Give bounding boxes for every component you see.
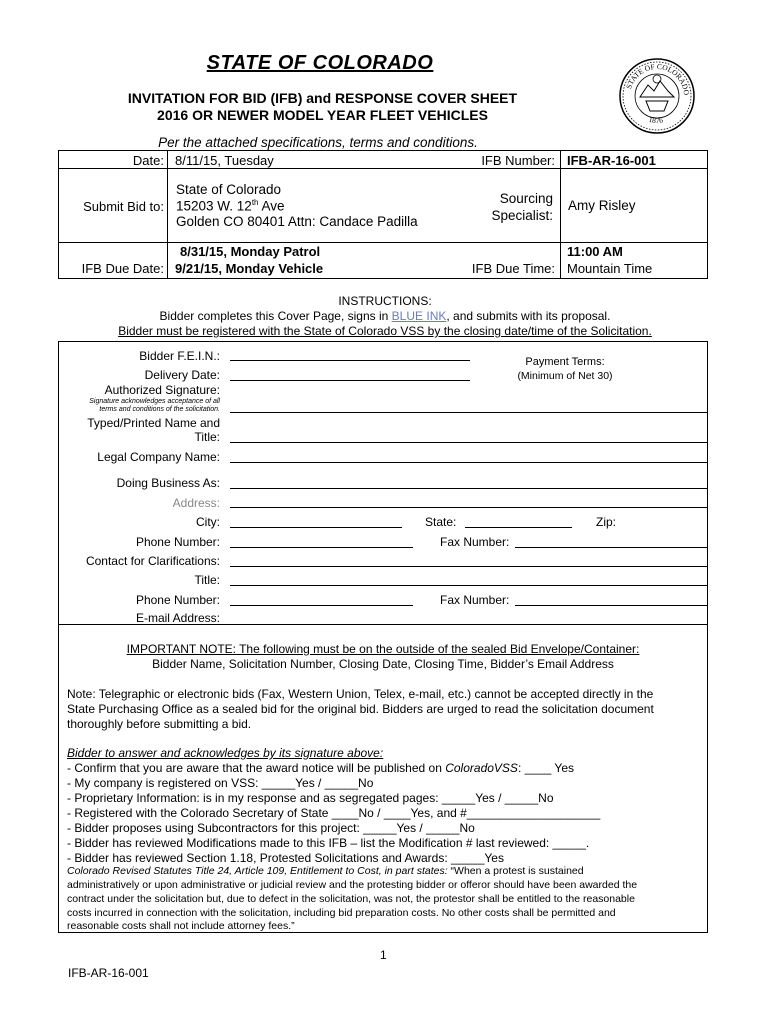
submit-address-line2: 15203 W. 12th Ave xyxy=(176,198,285,214)
typed-name-input[interactable] xyxy=(230,442,708,443)
delivery-date-label: Delivery Date: xyxy=(144,368,220,382)
ack-proprietary: - Proprietary Information: is in my response and as segregated pages: _____Yes / _____No xyxy=(67,791,554,805)
ack-modifications: - Bidder has reviewed Modifications made to this IFB – list the Modification # last reviewed: _____. xyxy=(67,836,590,850)
ifb-number-value: IFB-AR-16-001 xyxy=(567,153,656,168)
fax-input[interactable] xyxy=(515,547,708,548)
zip-label: Zip: xyxy=(596,515,617,529)
contact-input[interactable] xyxy=(230,566,708,567)
svg-text:1876 xyxy=(648,115,664,125)
ack-subcontractors: - Bidder proposes using Subcontractors for this project: _____Yes / _____No xyxy=(67,821,475,835)
date-label: Date: xyxy=(132,153,164,168)
submit-address-line1: State of Colorado xyxy=(176,182,282,197)
ack-protests: - Bidder has reviewed Section 1.18, Protested Solicitations and Awards: _____Yes xyxy=(67,851,504,865)
state-seal-icon xyxy=(618,57,696,135)
ack-vss-registered: - My company is registered on VSS: _____Yes / _____No xyxy=(67,776,374,790)
phone-input[interactable] xyxy=(230,547,413,548)
statute-line3: contract under the solicitation but, due to defect in the solicitation, was not, the protestor shall be entitled to the reasonable xyxy=(67,893,635,905)
typed-name-label: Typed/Printed Name and xyxy=(87,416,220,430)
statute-line5: reasonable costs shall not include attorney fees.” xyxy=(67,920,295,932)
typed-title-label: Title: xyxy=(194,430,220,444)
contact-fax-label: Fax Number: xyxy=(440,593,510,607)
due-date-line1: 8/31/15, Monday Patrol xyxy=(180,244,321,259)
due-date-label: IFB Due Date: xyxy=(81,261,164,276)
due-time-line1: 11:00 AM xyxy=(567,244,623,259)
sourcing-specialist-value: Amy Risley xyxy=(568,198,636,213)
ack-vss-notice: - Confirm that you are aware that the award notice will be published on ColoradoVSS: ____ Yes xyxy=(67,761,574,775)
statute-line1: Colorado Revised Statutes Title 24, Article 109, Entitlement to Cost, in part states: “When a protest is sustained xyxy=(67,865,584,877)
email-label: E-mail Address: xyxy=(135,611,220,625)
form-title: INVITATION FOR BID (IFB) and RESPONSE COVER SHEET xyxy=(127,90,518,106)
fax-label: Fax Number: xyxy=(440,535,510,549)
address-label: Address: xyxy=(172,496,220,510)
tagline: Per the attached specifications, terms and conditions. xyxy=(158,135,478,150)
important-note-detail: Bidder Name, Solicitation Number, Closing Date, Closing Time, Bidder’s Email Address xyxy=(152,657,614,671)
contact-title-input[interactable] xyxy=(230,585,708,586)
ack-heading: Bidder to answer and acknowledges by its signature above: xyxy=(67,746,384,760)
page-title: STATE OF COLORADO xyxy=(206,52,434,74)
state-label: State: xyxy=(425,515,457,529)
important-note: IMPORTANT NOTE: The following must be on the outside of the sealed Bid Envelope/Container: xyxy=(126,642,640,656)
city-input[interactable] xyxy=(230,527,402,528)
contact-fax-input[interactable] xyxy=(515,605,708,606)
date-value: 8/11/15, Tuesday xyxy=(175,153,274,168)
page-number: 1 xyxy=(380,948,387,962)
contact-title-label: Title: xyxy=(194,573,220,587)
state-input[interactable] xyxy=(465,527,572,528)
instructions-line2: Bidder must be registered with the State of Colorado VSS by the closing date/time of the Solicitation. xyxy=(118,324,652,338)
note-line1: Note: Telegraphic or electronic bids (Fax, Western Union, Telex, e-mail, etc.) cannot be accepted directly in the xyxy=(67,687,654,701)
instructions-heading: INSTRUCTIONS: xyxy=(338,294,432,308)
ifb-number-label: IFB Number: xyxy=(481,153,555,168)
city-label: City: xyxy=(196,515,220,529)
submit-address-line3: Golden CO 80401 Attn: Candace Padilla xyxy=(176,214,418,229)
due-date-line2: 9/21/15, Monday Vehicle xyxy=(175,261,324,276)
statute-line4: costs incurred in connection with the solicitation, including bid preparation costs. No other costs shall be permitted and xyxy=(67,907,616,919)
due-time-line2: Mountain Time xyxy=(567,261,653,276)
legal-name-label: Legal Company Name: xyxy=(97,450,220,464)
signature-note-1: Signature acknowledges acceptance of all xyxy=(89,398,220,405)
fein-input[interactable] xyxy=(230,360,470,361)
delivery-date-input[interactable] xyxy=(230,380,470,381)
statute-line2: administratively or upon administrative or judicial review and the protesting bidder or offeror should have been awarded the xyxy=(67,879,638,891)
dba-input[interactable] xyxy=(230,488,708,489)
note-line2: State Purchasing Office as a sealed bid for the original bid. Bidders are urged to read the solicitation document xyxy=(67,702,654,716)
contact-label: Contact for Clarifications: xyxy=(85,554,220,568)
dba-label: Doing Business As: xyxy=(116,476,220,490)
signature-input[interactable] xyxy=(230,412,708,413)
seal-year: 1876 xyxy=(647,114,664,125)
phone-label: Phone Number: xyxy=(135,535,220,549)
seal-top-text: STATE OF COLORADO xyxy=(624,61,692,96)
blue-ink-link: BLUE INK xyxy=(391,309,447,323)
sourcing-label: Sourcing Specialist: xyxy=(491,191,553,223)
instructions-line1: Bidder completes this Cover Page, signs in BLUE INK, and submits with its proposal. xyxy=(159,309,611,323)
contact-phone-input[interactable] xyxy=(230,605,413,606)
fein-label: Bidder F.E.I.N.: xyxy=(139,349,220,363)
signature-label: Authorized Signature: xyxy=(104,383,220,397)
address-input[interactable] xyxy=(230,507,708,508)
submit-bid-label: Submit Bid to: xyxy=(83,199,164,214)
contact-phone-label: Phone Number: xyxy=(135,593,220,607)
legal-name-input[interactable] xyxy=(230,462,708,463)
payment-terms-label: Payment Terms: xyxy=(525,356,605,368)
note-line3: thoroughly before submitting a bid. xyxy=(67,717,252,731)
due-time-label: IFB Due Time: xyxy=(471,261,555,276)
signature-note-2: terms and conditions of the solicitation. xyxy=(99,406,220,413)
payment-terms-note: (Minimum of Net 30) xyxy=(517,370,613,382)
ack-secretary-of-state: - Registered with the Colorado Secretary of State ____No / ____Yes, and #____________________ xyxy=(67,806,601,820)
footer-doc-id: IFB-AR-16-001 xyxy=(68,966,149,980)
form-subtitle: 2016 OR NEWER MODEL YEAR FLEET VEHICLES xyxy=(157,107,488,123)
